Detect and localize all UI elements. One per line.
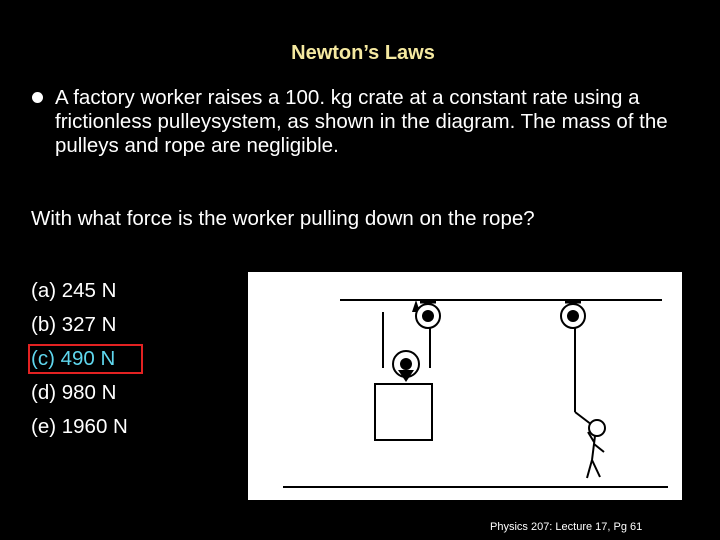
- fixed-pulley-right-icon: [561, 302, 585, 328]
- bullet-icon: [32, 92, 43, 103]
- pulley-diagram: [248, 272, 682, 500]
- option-d: (d) 980 N: [31, 381, 117, 404]
- footer-text: Physics 207: Lecture 17, Pg 61: [490, 521, 643, 533]
- problem-statement: A factory worker raises a 100. kg crate at a constant rate using a frictionless pulleysystem, as shown in the diagram. The mass of the pulleys and rope are negligible.: [55, 86, 668, 157]
- crate-icon: [375, 384, 432, 440]
- slide-title: Newton’s Laws: [291, 42, 435, 64]
- fixed-pulley-left-icon: [412, 300, 440, 328]
- stick-figure-worker-icon: [587, 420, 605, 478]
- option-b: (b) 327 N: [31, 313, 117, 336]
- movable-pulley-icon: [393, 351, 419, 382]
- option-a: (a) 245 N: [31, 279, 117, 302]
- question-text: With what force is the worker pulling down on the rope?: [31, 207, 535, 230]
- option-c-correct: (c) 490 N: [31, 347, 116, 370]
- option-e: (e) 1960 N: [31, 415, 128, 438]
- correct-answer-highlight: [28, 344, 143, 374]
